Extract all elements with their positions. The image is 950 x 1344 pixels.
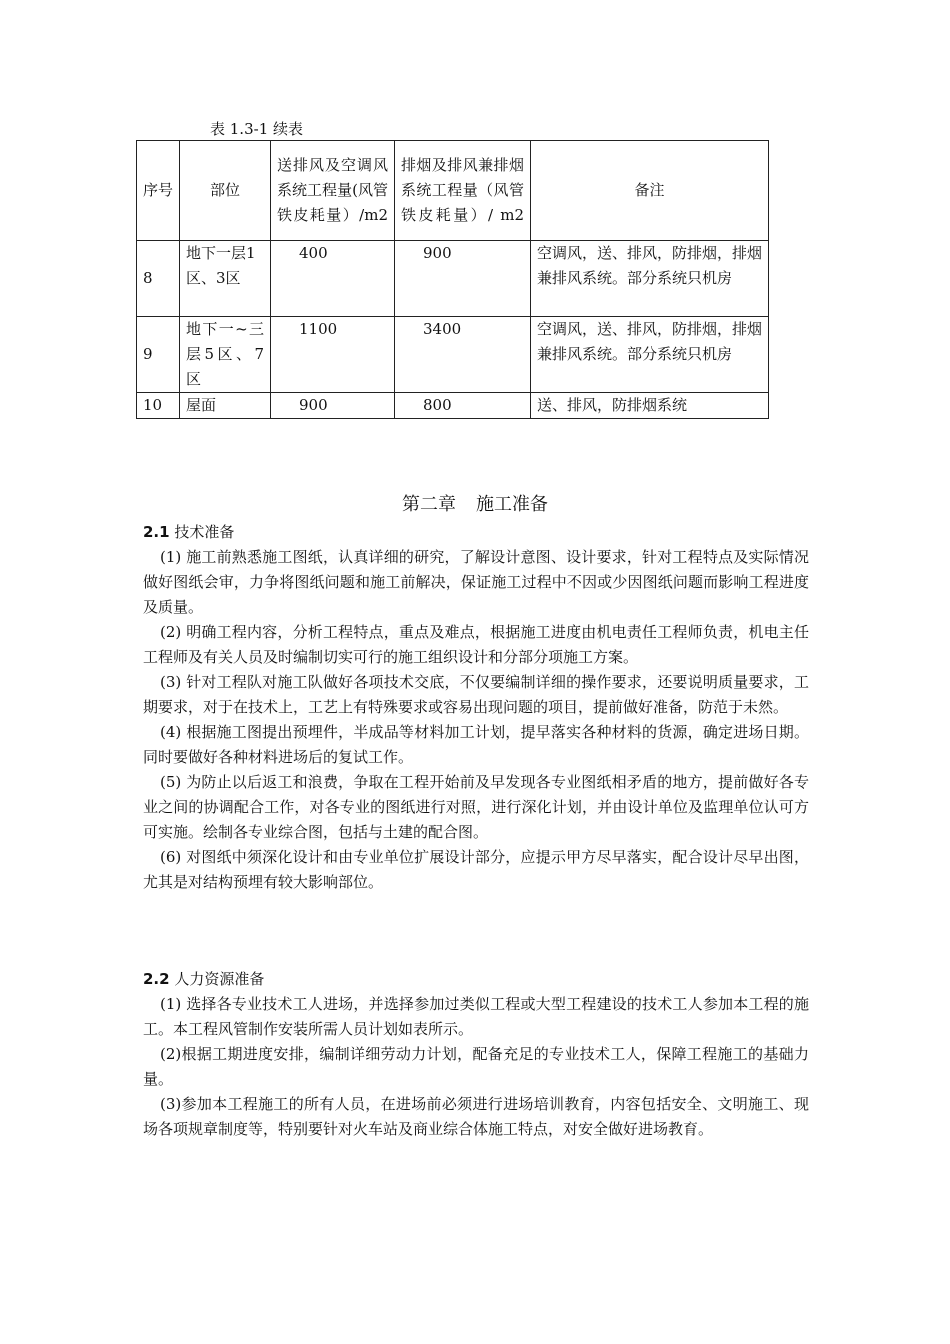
cell-smoke: 3400 bbox=[395, 317, 531, 393]
section-heading bbox=[143, 967, 809, 992]
section-title: 人力资源准备 bbox=[174, 970, 265, 988]
cell-no: 10 bbox=[137, 393, 180, 419]
chapter-name: 施工准备 bbox=[476, 494, 548, 515]
section-technical-prep bbox=[143, 520, 809, 895]
section-number: 2.2 bbox=[143, 970, 170, 988]
table-header-row bbox=[137, 141, 769, 241]
cell-no: 8 bbox=[137, 241, 180, 317]
table-row bbox=[137, 317, 769, 393]
cell-part: 屋面 bbox=[180, 393, 271, 419]
cell-note: 空调风，送、排风，防排烟，排烟兼排风系统。部分系统只机房 bbox=[531, 317, 769, 393]
cell-no: 9 bbox=[137, 317, 180, 393]
cell-supply: 900 bbox=[271, 393, 395, 419]
header-note: 备注 bbox=[531, 141, 769, 241]
chapter-title bbox=[0, 490, 950, 516]
paragraph: (1) 选择各专业技术工人进场，并选择参加过类似工程或大型工程建设的技术工人参加本工程的施工。本工程风管制作安装所需人员计划如表所示。 bbox=[143, 995, 809, 1038]
table-row bbox=[137, 241, 769, 317]
paragraph: (1) 施工前熟悉施工图纸，认真详细的研究，了解设计意图、设计要求，针对工程特点及实际情况做好图纸会审，力争将图纸问题和施工前解决，保证施工过程中不因或少因图纸问题而影响工程进度及质量。 bbox=[143, 548, 809, 616]
cell-part: 地下一~三层5区、7区 bbox=[180, 317, 271, 393]
paragraph: (3)参加本工程施工的所有人员，在进场前必须进行进场培训教育，内容包括安全、文明施工、现场各项规章制度等，特别要针对火车站及商业综合体施工特点，对安全做好进场教育。 bbox=[143, 1095, 809, 1138]
header-part: 部位 bbox=[180, 141, 271, 241]
header-no: 序号 bbox=[137, 141, 180, 241]
paragraph: (5) 为防止以后返工和浪费，争取在工程开始前及早发现各专业图纸相矛盾的地方，提前做好各专业之间的协调配合工作，对各专业的图纸进行对照，进行深化计划，并由设计单位及监理单位认可方可实施。绘制各专业综合图，包括与土建的配合图。 bbox=[143, 773, 809, 841]
section-hr-prep bbox=[143, 967, 809, 1142]
quantity-table bbox=[136, 140, 769, 419]
cell-smoke: 800 bbox=[395, 393, 531, 419]
paragraph: (4) 根据施工图提出预埋件，半成品等材料加工计划，提早落实各种材料的货源，确定进场日期。同时要做好各种材料进场后的复试工作。 bbox=[143, 723, 809, 766]
paragraph: (2)根据工期进度安排，编制详细劳动力计划，配备充足的专业技术工人，保障工程施工的基础力量。 bbox=[143, 1045, 809, 1088]
cell-part: 地下一层1区、3区 bbox=[180, 241, 271, 317]
table-caption: 表 1.3-1 续表 bbox=[210, 120, 304, 138]
paragraph: (6) 对图纸中须深化设计和由专业单位扩展设计部分，应提示甲方尽早落实，配合设计尽早出图，尤其是对结构预埋有较大影响部位。 bbox=[143, 848, 809, 891]
cell-note: 送、排风，防排烟系统 bbox=[531, 393, 769, 419]
section-heading bbox=[143, 520, 809, 545]
cell-note: 空调风，送、排风，防排烟，排烟兼排风系统。部分系统只机房 bbox=[531, 241, 769, 317]
cell-supply: 400 bbox=[271, 241, 395, 317]
cell-smoke: 900 bbox=[395, 241, 531, 317]
header-supply-exhaust: 送排风及空调风系统工程量(风管铁皮耗量）/m2 bbox=[271, 141, 395, 241]
section-title: 技术准备 bbox=[174, 523, 235, 541]
section-number: 2.1 bbox=[143, 523, 170, 541]
chapter-number: 第二章 bbox=[402, 494, 456, 515]
paragraph: (2) 明确工程内容，分析工程特点，重点及难点，根据施工进度由机电责任工程师负责，机电主任工程师及有关人员及时编制切实可行的施工组织设计和分部分项施工方案。 bbox=[143, 623, 809, 666]
cell-supply: 1100 bbox=[271, 317, 395, 393]
table-row bbox=[137, 393, 769, 419]
header-smoke-exhaust: 排烟及排风兼排烟系统工程量（风管铁皮耗量）/ m2 bbox=[395, 141, 531, 241]
paragraph: (3) 针对工程队对施工队做好各项技术交底，不仅要编制详细的操作要求，还要说明质量要求，工期要求，对于在技术上，工艺上有特殊要求或容易出现问题的项目，提前做好准备，防范于未然。 bbox=[143, 673, 809, 716]
